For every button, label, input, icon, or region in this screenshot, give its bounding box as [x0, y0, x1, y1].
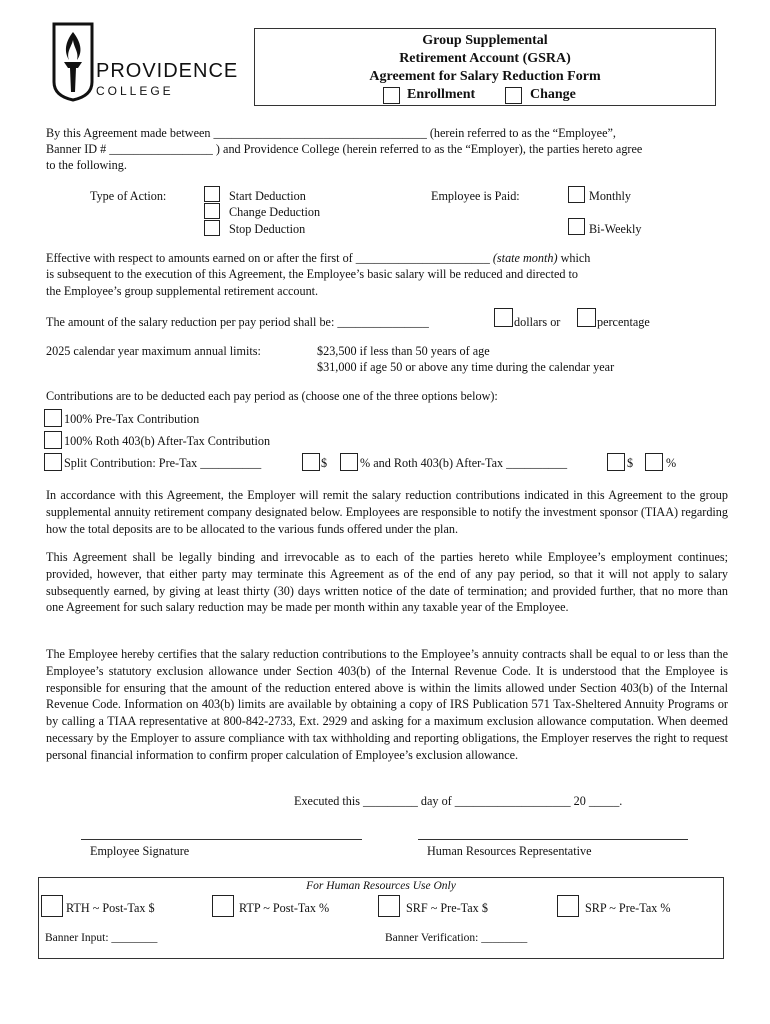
form-title-line1: Group Supplemental	[422, 33, 548, 48]
providence-college-logo	[48, 20, 239, 104]
limits-label: 2025 calendar year maximum annual limits:	[46, 344, 261, 358]
bi-weekly-label: Bi-Weekly	[589, 222, 642, 236]
effective-line1-start: Effective with respect to amounts earned on or after the first of ______________________	[46, 251, 490, 265]
roth-100-label: 100% Roth 403(b) After-Tax Contribution	[64, 434, 271, 448]
employee-signature-line[interactable]	[81, 839, 362, 840]
monthly-checkbox[interactable]	[568, 186, 585, 203]
effective-line1-end: which	[560, 251, 591, 265]
split-roth-dollar-label: $	[627, 456, 634, 470]
employee-paid-label: Employee is Paid:	[431, 189, 520, 203]
logo-name: PROVIDENCE	[96, 60, 239, 82]
srf-checkbox[interactable]	[378, 895, 400, 917]
employee-signature-label: Employee Signature	[90, 844, 190, 858]
dollars-checkbox[interactable]	[494, 308, 513, 327]
rth-label: RTH ~ Post-Tax $	[66, 901, 155, 915]
split-roth-dollar-checkbox[interactable]	[607, 453, 625, 471]
percentage-checkbox[interactable]	[577, 308, 596, 327]
binding-paragraph: This Agreement shall be legally binding and irrevocable as to each of the parties hereto while Employee’s employment continues; provided, however, that either party may terminate this Agreement as of the end of any pay period, so that it will not apply to salary subsequently earned, by giving at least thirty (30) days written notice of the date of termination; and provided further, that no more than one Agreement for such salary reduction may be made per month within any taxable year of the Employee.	[46, 550, 728, 615]
remit-paragraph: In accordance with this Agreement, the Employer will remit the salary reduction contributions indicated in this Agreement to the group supplemental annuity retirement company designated below. Employees are responsible to notify the investment sponsor (TIAA) regarding how the total deposits are to be allocated to the various funds offered under the plan.	[46, 488, 728, 536]
hr-use-only-title: For Human Resources Use Only	[306, 880, 456, 892]
start-deduction-checkbox[interactable]	[204, 186, 220, 202]
enrollment-label: Enrollment	[407, 87, 476, 102]
pretax-100-label: 100% Pre-Tax Contribution	[64, 412, 200, 426]
form-title-line3: Agreement for Salary Reduction Form	[369, 69, 601, 84]
split-pretax-percent-checkbox[interactable]	[340, 453, 358, 471]
state-month-hint: (state month)	[492, 251, 558, 265]
dollars-label: dollars or	[514, 315, 561, 329]
srp-label: SRP ~ Pre-Tax %	[585, 901, 671, 915]
split-pretax-label: Split Contribution: Pre-Tax __________	[64, 456, 262, 470]
contributions-intro: Contributions are to be deducted each pay period as (choose one of the three options below):	[46, 389, 498, 403]
effective-line1	[46, 250, 590, 266]
split-roth-percent-label: %	[666, 456, 677, 470]
stop-deduction-checkbox[interactable]	[204, 220, 220, 236]
intro-line3: to the following.	[46, 158, 127, 172]
rtp-checkbox[interactable]	[212, 895, 234, 917]
hr-use-only-box	[38, 877, 724, 959]
intro-line1: By this Agreement made between ___________________________________ (herein referred to as the “Employee”,	[46, 126, 616, 140]
split-roth-label: % and Roth 403(b) After-Tax __________	[360, 456, 568, 470]
type-of-action-label: Type of Action:	[90, 189, 167, 203]
change-label: Change	[530, 87, 576, 102]
percentage-label: percentage	[597, 315, 650, 329]
split-contribution-checkbox[interactable]	[44, 453, 62, 471]
hr-signature-line[interactable]	[418, 839, 688, 840]
change-deduction-checkbox[interactable]	[204, 203, 220, 219]
certification-paragraph: The Employee hereby certifies that the salary reduction contributions to the Employee’s annuity contracts shall be equal to or less than the Employee’s statutory exclusion allowance under Section 403(b) of the Internal Revenue Code. It is understood that the Employee is responsible for ensuring that the amount of the reduction entered above is within the limits allowed under Section 403(b) of the Internal Revenue Code. Information on 403(b) limits are available by obtaining a copy of IRS Publication 571 Tax-Sheltered Annuity Programs or by calling a TIAA representative at 800-842-2733, Ext. 2929 and asking for a maximum exclusion allowance computation. When deemed necessary by the Employer to assure compliance with tax withholding and reporting obligations, the Employer reserves the right to request personal financial information to confirm proper calculation of Employee’s exclusion allowance.	[46, 647, 728, 762]
start-deduction-label: Start Deduction	[229, 189, 306, 203]
pretax-100-checkbox[interactable]	[44, 409, 62, 427]
split-roth-percent-checkbox[interactable]	[645, 453, 663, 471]
split-pretax-dollar-label: $	[321, 456, 328, 470]
banner-verification-label: Banner Verification: ________	[385, 932, 528, 944]
banner-input-label: Banner Input: ________	[45, 932, 158, 944]
change-deduction-label: Change Deduction	[229, 205, 321, 219]
torch-shield-icon	[52, 22, 94, 102]
amount-text: The amount of the salary reduction per pay period shall be: _______________	[46, 315, 429, 329]
srp-checkbox[interactable]	[557, 895, 579, 917]
enrollment-checkbox[interactable]	[383, 87, 400, 104]
effective-line3: the Employee’s group supplemental retirement account.	[46, 284, 319, 298]
change-checkbox[interactable]	[505, 87, 522, 104]
rth-checkbox[interactable]	[41, 895, 63, 917]
srf-label: SRF ~ Pre-Tax $	[406, 901, 488, 915]
limit-under-50: $23,500 if less than 50 years of age	[317, 344, 490, 358]
intro-line2: Banner ID # _________________ ) and Providence College (herein referred to as the “Employer), the parties hereto agree	[46, 142, 643, 156]
executed-line: Executed this _________ day of ___________________ 20 _____.	[294, 794, 623, 808]
monthly-label: Monthly	[589, 189, 631, 203]
effective-line2: is subsequent to the execution of this Agreement, the Employee’s basic salary will be reduced and directed to	[46, 267, 579, 281]
rtp-label: RTP ~ Post-Tax %	[239, 901, 330, 915]
stop-deduction-label: Stop Deduction	[229, 222, 306, 236]
roth-100-checkbox[interactable]	[44, 431, 62, 449]
limit-50-plus: $31,000 if age 50 or above any time during the calendar year	[317, 360, 615, 374]
split-pretax-dollar-checkbox[interactable]	[302, 453, 320, 471]
form-title-line2: Retirement Account (GSRA)	[399, 51, 571, 66]
form-title-box	[254, 28, 716, 106]
hr-signature-label: Human Resources Representative	[427, 844, 592, 858]
bi-weekly-checkbox[interactable]	[568, 218, 585, 235]
logo-sub: COLLEGE	[96, 84, 174, 98]
